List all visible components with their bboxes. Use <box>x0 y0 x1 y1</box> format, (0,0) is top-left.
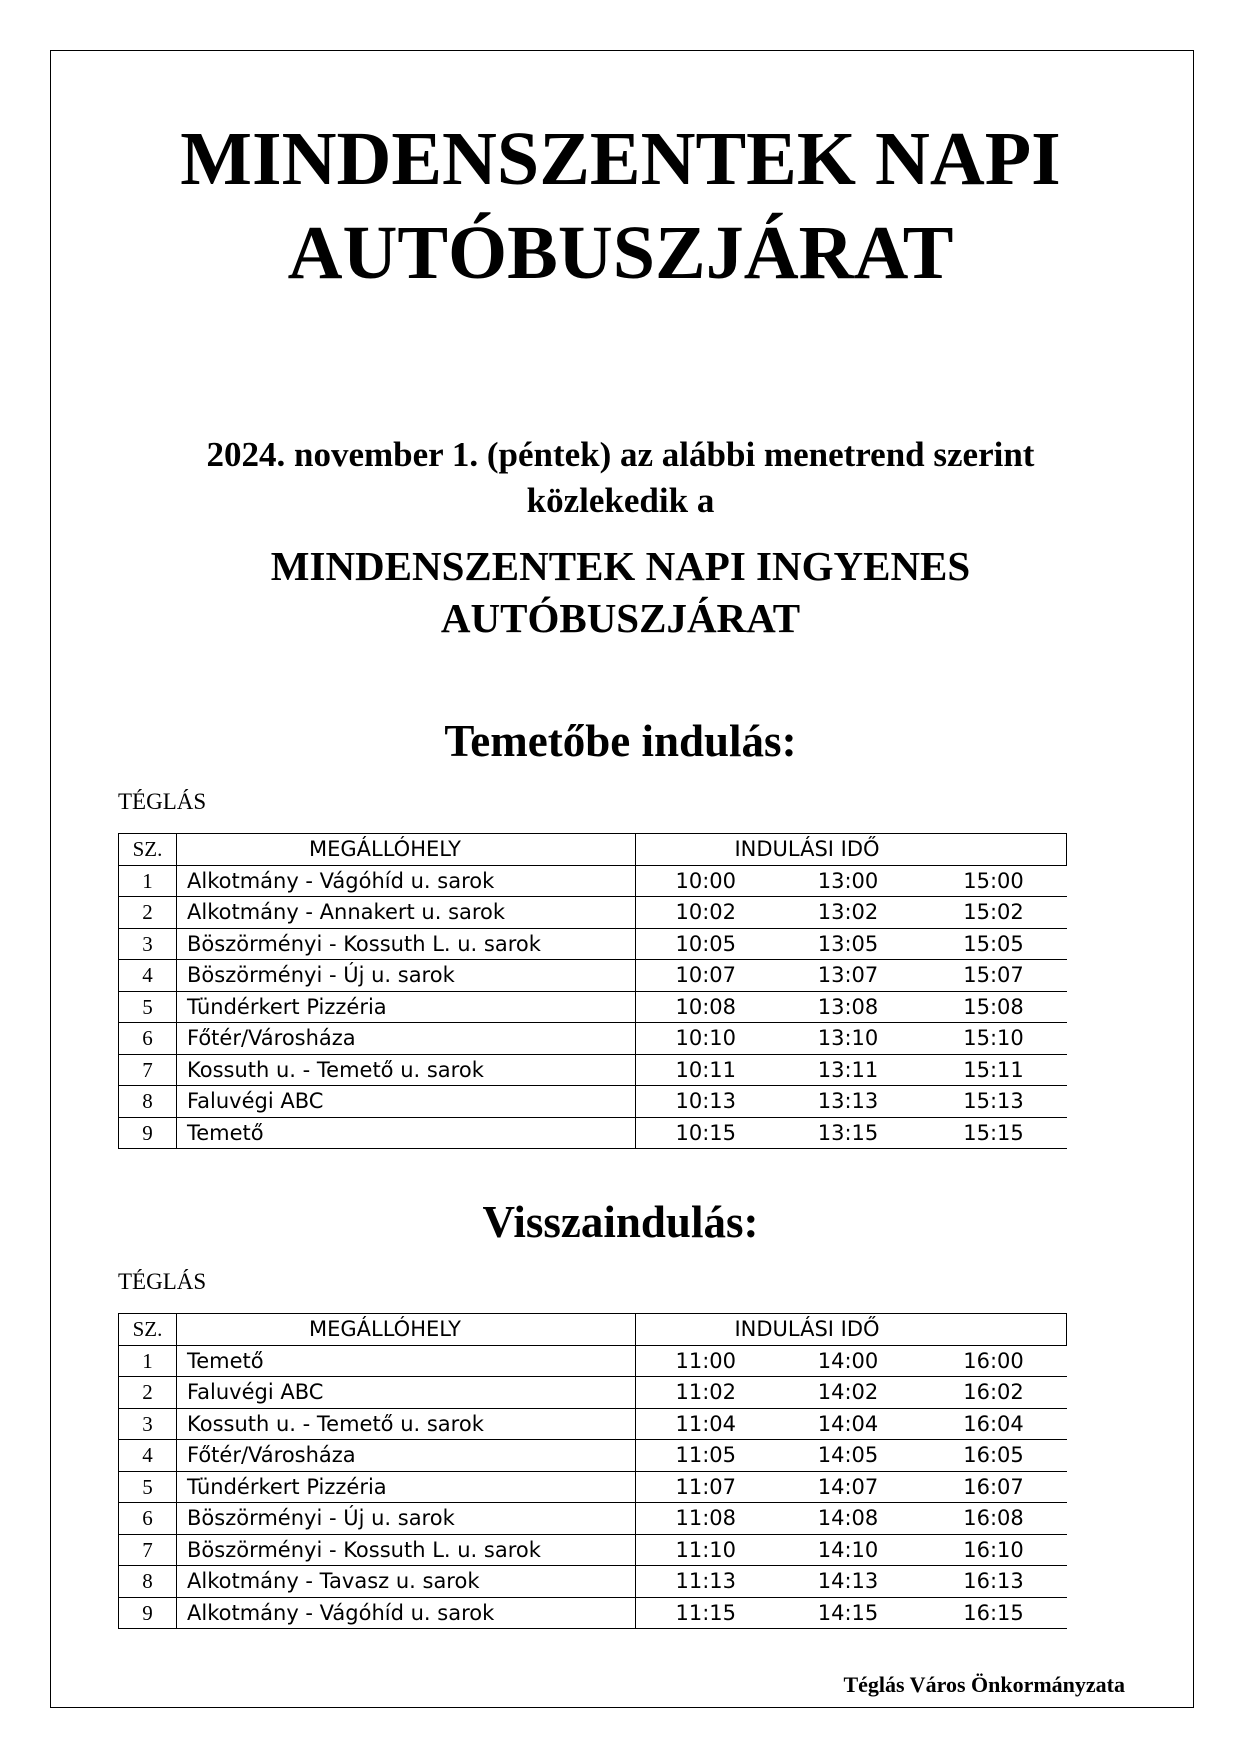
table-row <box>119 1408 1067 1440</box>
intro-line-2: közlekedik a <box>526 481 715 520</box>
departure-time-2: 13:10 <box>776 1023 921 1055</box>
stop-name: Alkotmány - Vágóhíd u. sarok <box>177 1597 636 1629</box>
departure-time-2: 14:15 <box>776 1597 921 1629</box>
table-row <box>119 1345 1067 1377</box>
departure-time-1: 11:04 <box>636 1408 776 1440</box>
return-timetable <box>118 1313 1067 1629</box>
departure-time-3: 15:05 <box>921 928 1067 960</box>
col-header-num: SZ. <box>119 834 177 866</box>
table-row <box>119 865 1067 897</box>
stop-name: Alkotmány - Tavasz u. sarok <box>177 1566 636 1598</box>
intro-line-1: 2024. november 1. (péntek) az alábbi menetrend szerint <box>206 435 1035 474</box>
departure-time-2: 13:13 <box>776 1086 921 1118</box>
departure-time-3: 16:05 <box>921 1440 1067 1472</box>
departure-time-1: 10:08 <box>636 991 776 1023</box>
table-row <box>119 1440 1067 1472</box>
departure-time-1: 11:00 <box>636 1345 776 1377</box>
table-row <box>119 1597 1067 1629</box>
departure-time-3: 16:10 <box>921 1534 1067 1566</box>
main-title <box>0 112 1241 300</box>
table-row <box>119 1023 1067 1055</box>
departure-time-1: 10:07 <box>636 960 776 992</box>
table-row <box>119 897 1067 929</box>
main-title-line-1: MINDENSZENTEK NAPI <box>180 117 1061 201</box>
stop-number: 1 <box>119 865 177 897</box>
table-row <box>119 1117 1067 1149</box>
stop-number: 7 <box>119 1054 177 1086</box>
outbound-heading: Temetőbe indulás: <box>444 716 797 766</box>
departure-time-2: 13:07 <box>776 960 921 992</box>
col-header-time: INDULÁSI IDŐ <box>636 834 1067 866</box>
departure-time-1: 11:07 <box>636 1471 776 1503</box>
intro-text <box>0 432 1241 524</box>
stop-number: 1 <box>119 1345 177 1377</box>
stop-name: Főtér/Városháza <box>177 1023 636 1055</box>
stop-number: 4 <box>119 1440 177 1472</box>
departure-time-2: 14:08 <box>776 1503 921 1535</box>
departure-time-2: 13:00 <box>776 865 921 897</box>
stop-number: 2 <box>119 1377 177 1409</box>
stop-number: 9 <box>119 1117 177 1149</box>
return-heading: Visszaindulás: <box>482 1197 759 1247</box>
stop-name: Temető <box>177 1345 636 1377</box>
stop-number: 9 <box>119 1597 177 1629</box>
departure-time-3: 16:08 <box>921 1503 1067 1535</box>
col-header-time: INDULÁSI IDŐ <box>636 1314 1067 1346</box>
return-rows <box>119 1345 1067 1629</box>
main-title-line-2: AUTÓBUSZJÁRAT <box>287 211 954 295</box>
stop-name: Böszörményi - Új u. sarok <box>177 1503 636 1535</box>
departure-time-1: 10:11 <box>636 1054 776 1086</box>
departure-time-1: 11:13 <box>636 1566 776 1598</box>
sub-title <box>0 540 1241 644</box>
departure-time-1: 10:13 <box>636 1086 776 1118</box>
stop-name: Főtér/Városháza <box>177 1440 636 1472</box>
table-row <box>119 1054 1067 1086</box>
departure-time-2: 14:07 <box>776 1471 921 1503</box>
departure-time-2: 14:13 <box>776 1566 921 1598</box>
stop-number: 8 <box>119 1566 177 1598</box>
departure-time-2: 14:10 <box>776 1534 921 1566</box>
stop-name: Tündérkert Pizzéria <box>177 991 636 1023</box>
outbound-timetable <box>118 833 1067 1149</box>
sub-title-line-2: AUTÓBUSZJÁRAT <box>440 595 801 641</box>
departure-time-3: 16:02 <box>921 1377 1067 1409</box>
stop-number: 5 <box>119 991 177 1023</box>
departure-time-3: 16:15 <box>921 1597 1067 1629</box>
departure-time-2: 13:08 <box>776 991 921 1023</box>
departure-time-1: 10:02 <box>636 897 776 929</box>
stop-number: 2 <box>119 897 177 929</box>
stop-name: Faluvégi ABC <box>177 1086 636 1118</box>
departure-time-1: 11:08 <box>636 1503 776 1535</box>
departure-time-1: 10:15 <box>636 1117 776 1149</box>
col-header-stop: MEGÁLLÓHELY <box>177 834 636 866</box>
table-header-row <box>119 834 1067 866</box>
table-row <box>119 1086 1067 1118</box>
stop-name: Tündérkert Pizzéria <box>177 1471 636 1503</box>
table-row <box>119 928 1067 960</box>
table-row <box>119 1534 1067 1566</box>
departure-time-1: 11:05 <box>636 1440 776 1472</box>
departure-time-3: 16:13 <box>921 1566 1067 1598</box>
stop-number: 7 <box>119 1534 177 1566</box>
departure-time-3: 16:07 <box>921 1471 1067 1503</box>
stop-number: 8 <box>119 1086 177 1118</box>
departure-time-2: 13:11 <box>776 1054 921 1086</box>
stop-name: Kossuth u. - Temető u. sarok <box>177 1054 636 1086</box>
departure-time-3: 15:10 <box>921 1023 1067 1055</box>
departure-time-2: 14:05 <box>776 1440 921 1472</box>
table-row <box>119 1471 1067 1503</box>
departure-time-1: 10:00 <box>636 865 776 897</box>
departure-time-1: 10:10 <box>636 1023 776 1055</box>
departure-time-2: 14:04 <box>776 1408 921 1440</box>
col-header-num: SZ. <box>119 1314 177 1346</box>
stop-name: Alkotmány - Annakert u. sarok <box>177 897 636 929</box>
table-row <box>119 960 1067 992</box>
departure-time-3: 15:07 <box>921 960 1067 992</box>
departure-time-2: 13:15 <box>776 1117 921 1149</box>
stop-name: Kossuth u. - Temető u. sarok <box>177 1408 636 1440</box>
stop-name: Temető <box>177 1117 636 1149</box>
outbound-rows <box>119 865 1067 1149</box>
departure-time-1: 11:10 <box>636 1534 776 1566</box>
departure-time-1: 10:05 <box>636 928 776 960</box>
stop-number: 3 <box>119 1408 177 1440</box>
stop-number: 6 <box>119 1023 177 1055</box>
stop-number: 4 <box>119 960 177 992</box>
departure-time-3: 15:13 <box>921 1086 1067 1118</box>
departure-time-3: 16:04 <box>921 1408 1067 1440</box>
stop-name: Böszörményi - Kossuth L. u. sarok <box>177 1534 636 1566</box>
table-row <box>119 1566 1067 1598</box>
table-row <box>119 991 1067 1023</box>
table-row <box>119 1503 1067 1535</box>
col-header-stop: MEGÁLLÓHELY <box>177 1314 636 1346</box>
departure-time-3: 15:11 <box>921 1054 1067 1086</box>
sub-title-line-1: MINDENSZENTEK NAPI INGYENES <box>270 543 971 589</box>
stop-name: Faluvégi ABC <box>177 1377 636 1409</box>
stop-name: Böszörményi - Kossuth L. u. sarok <box>177 928 636 960</box>
stop-name: Alkotmány - Vágóhíd u. sarok <box>177 865 636 897</box>
departure-time-2: 14:02 <box>776 1377 921 1409</box>
departure-time-3: 15:00 <box>921 865 1067 897</box>
departure-time-2: 13:02 <box>776 897 921 929</box>
departure-time-3: 16:00 <box>921 1345 1067 1377</box>
departure-time-3: 15:02 <box>921 897 1067 929</box>
departure-time-3: 15:15 <box>921 1117 1067 1149</box>
table-row <box>119 1377 1067 1409</box>
outbound-town: TÉGLÁS <box>118 789 207 814</box>
departure-time-1: 11:15 <box>636 1597 776 1629</box>
footer-signature: Téglás Város Önkormányzata <box>843 1672 1125 1697</box>
return-town: TÉGLÁS <box>118 1269 207 1294</box>
departure-time-2: 14:00 <box>776 1345 921 1377</box>
stop-name: Böszörményi - Új u. sarok <box>177 960 636 992</box>
stop-number: 6 <box>119 1503 177 1535</box>
stop-number: 5 <box>119 1471 177 1503</box>
stop-number: 3 <box>119 928 177 960</box>
departure-time-1: 11:02 <box>636 1377 776 1409</box>
departure-time-2: 13:05 <box>776 928 921 960</box>
table-header-row <box>119 1314 1067 1346</box>
departure-time-3: 15:08 <box>921 991 1067 1023</box>
